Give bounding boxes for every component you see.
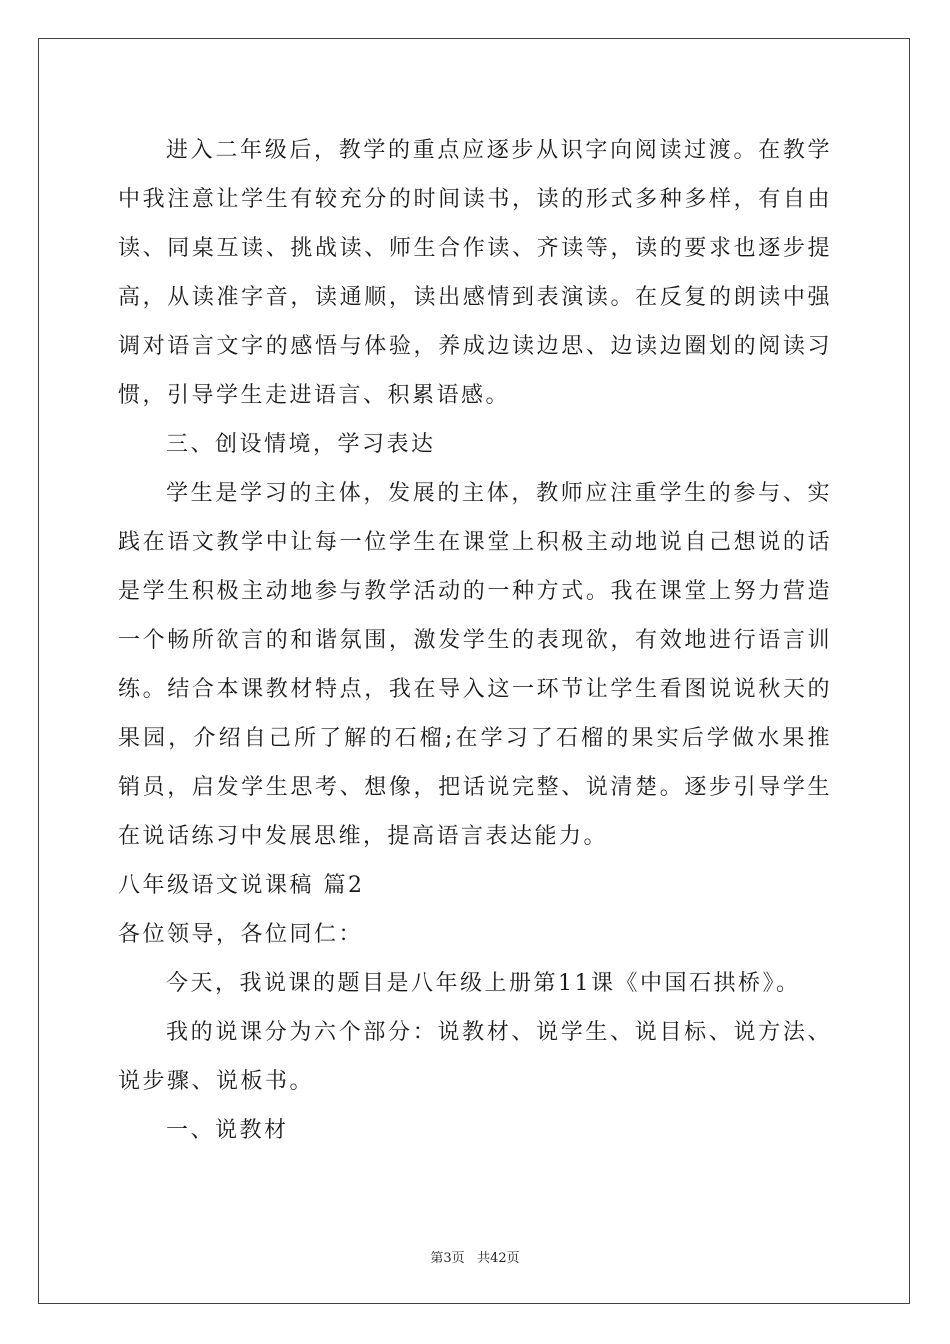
section-heading: 一、说教材 bbox=[166, 1118, 289, 1143]
document-title: 八年级语文说课稿 篇2 bbox=[118, 873, 365, 898]
paragraph: 学生是学习的主体，发展的主体，教师应注重学生的参与、实践在语文教学中让每一位学生在课堂上积极主动地说自己想说的话是学生积极主动地参与教学活动的一种方式。我在课堂上努力营造一个畅所欲言的和谐氛围，激发学生的表现欲，有效地进行语言训练。结合本课教材特点，我在导入这一环节让学生看图说说秋天的果园，介绍自己所了解的石榴;在学习了石榴的果实后学做水果推销员，启发学生思考、想像，把话说完整、说清楚。逐步引导学生在说话练习中发展思维，提高语言表达能力。 bbox=[118, 481, 832, 849]
document-body bbox=[118, 126, 832, 1155]
paragraph: 今天，我说课的题目是八年级上册第11课《中国石拱桥》。 bbox=[166, 971, 801, 996]
section-heading: 三、创设情境，学习表达 bbox=[166, 432, 436, 457]
salutation: 各位领导，各位同仁： bbox=[118, 922, 364, 947]
page-footer bbox=[0, 1247, 950, 1266]
paragraph: 进入二年级后，教学的重点应逐步从识字向阅读过渡。在教学中我注意让学生有较充分的时间读书，读的形式多种多样，有自由读、同桌互读、挑战读、师生合作读、齐读等，读的要求也逐步提高，从读准字音，读通顺，读出感情到表演读。在反复的朗读中强调对语言文字的感悟与体验，养成边读边思、边读边圈划的阅读习惯，引导学生走进语言、积累语感。 bbox=[118, 138, 832, 408]
paragraph: 我的说课分为六个部分：说教材、说学生、说目标、说方法、说步骤、说板书。 bbox=[118, 1020, 832, 1094]
page-number: 第3页 bbox=[430, 1251, 465, 1266]
page-total: 共42页 bbox=[477, 1251, 520, 1266]
